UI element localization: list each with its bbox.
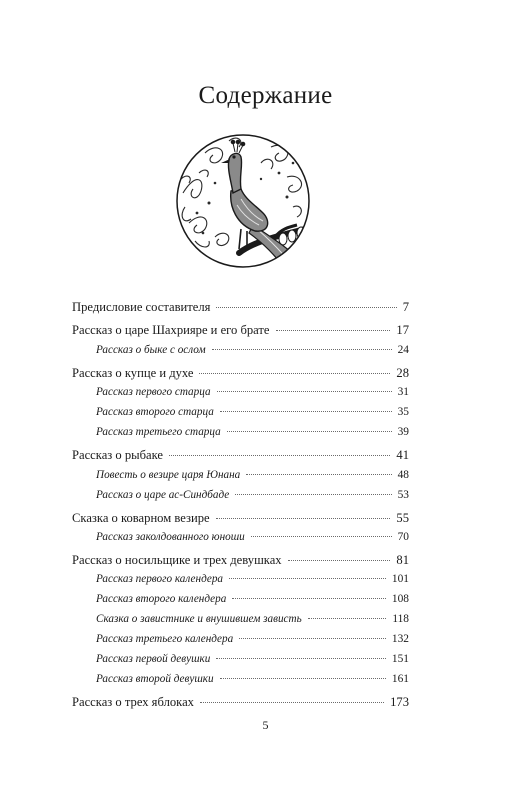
leader-dots	[235, 494, 391, 495]
toc-subentry[interactable]	[72, 531, 409, 543]
toc-subentry[interactable]	[72, 426, 409, 438]
leader-dots	[216, 518, 391, 519]
toc-subentry[interactable]	[72, 386, 409, 398]
toc-entry-title: Рассказ о рыбаке	[72, 448, 164, 462]
toc-entry-page: 70	[397, 531, 409, 543]
leader-dots	[246, 474, 391, 475]
toc-entry-title: Рассказ второй девушки	[96, 673, 214, 685]
leader-dots	[220, 678, 386, 679]
toc-subentry[interactable]	[72, 633, 409, 645]
leader-dots	[239, 638, 386, 639]
leader-dots	[169, 455, 390, 456]
toc-entry-title: Рассказ первого календера	[96, 573, 224, 585]
toc-subentry[interactable]	[72, 406, 409, 418]
toc-entry-title: Рассказ о быке с ослом	[96, 344, 206, 356]
toc-entry-page: 28	[396, 366, 409, 380]
toc-entry-title: Предисловие составителя	[72, 300, 211, 314]
toc-entry-title: Рассказ третьего старца	[96, 426, 221, 438]
toc-entry-title: Повесть о везире царя Юнана	[96, 469, 241, 481]
toc-entry-title: Рассказ о купце и духе	[72, 366, 194, 380]
peacock-emblem-icon	[175, 133, 311, 269]
toc-subentry[interactable]	[72, 613, 409, 625]
toc-entry-page: 161	[391, 673, 409, 685]
toc-entry-title: Рассказ третьего календера	[96, 633, 234, 645]
toc-entry-page: 48	[397, 469, 409, 481]
toc-entry-title: Рассказ первого старца	[96, 386, 211, 398]
toc-entry-page: 39	[397, 426, 409, 438]
toc-entry-title: Рассказ о носильщике и трех девушках	[72, 553, 282, 567]
toc-entry[interactable]	[72, 695, 409, 710]
toc-entry[interactable]	[72, 366, 409, 381]
toc-entry-page: 118	[392, 613, 409, 625]
toc-entry-title: Рассказ о царе ас-Синдбаде	[96, 489, 230, 501]
leader-dots	[229, 578, 386, 579]
page-title: Содержание	[198, 82, 333, 109]
leader-dots	[288, 560, 391, 561]
toc-entry[interactable]	[72, 300, 409, 315]
toc-subentry[interactable]	[72, 593, 409, 605]
leader-dots	[220, 411, 392, 412]
toc-entry[interactable]	[72, 553, 409, 568]
toc-entry-title: Рассказ о трех яблоках	[72, 695, 194, 709]
leader-dots	[199, 373, 390, 374]
toc-entry-title: Сказка о завистнике и внушившем зависть	[96, 613, 302, 625]
toc-entry-title: Рассказ заколдованного юноши	[96, 531, 245, 543]
toc-entry-page: 81	[396, 553, 409, 567]
toc-entry-title: Рассказ второго календера	[96, 593, 227, 605]
toc-entry-page: 41	[396, 448, 409, 462]
toc-entry-page: 31	[397, 386, 409, 398]
toc-subentry[interactable]	[72, 469, 409, 481]
toc-entry-page: 132	[391, 633, 409, 645]
page-number: 5	[262, 718, 269, 732]
toc-entry[interactable]	[72, 448, 409, 463]
toc-entry-title: Рассказ второго старца	[96, 406, 214, 418]
leader-dots	[251, 536, 392, 537]
toc-entry-title: Рассказ первой девушки	[96, 653, 211, 665]
toc-entry-page: 101	[391, 573, 409, 585]
toc-subentry[interactable]	[72, 489, 409, 501]
leader-dots	[232, 598, 386, 599]
toc-entry-page: 108	[391, 593, 409, 605]
leader-dots	[216, 307, 396, 308]
toc-entry-title: Сказка о коварном везире	[72, 511, 210, 525]
toc-entry-page: 17	[396, 323, 409, 337]
leader-dots	[216, 658, 386, 659]
toc-subentry[interactable]	[72, 344, 409, 356]
leader-dots	[200, 702, 384, 703]
toc-entry-page: 35	[397, 406, 409, 418]
toc-entry-page: 7	[402, 300, 409, 314]
leader-dots	[217, 391, 392, 392]
toc-entry-title: Рассказ о царе Шахрияре и его брате	[72, 323, 270, 337]
toc-subentry[interactable]	[72, 573, 409, 585]
toc-entry-page: 53	[397, 489, 409, 501]
toc-entry[interactable]	[72, 323, 409, 338]
toc-subentry[interactable]	[72, 673, 409, 685]
leader-dots	[212, 349, 392, 350]
toc-entry-page: 24	[397, 344, 409, 356]
toc-entry-page: 151	[391, 653, 409, 665]
toc-subentry[interactable]	[72, 653, 409, 665]
leader-dots	[227, 431, 392, 432]
leader-dots	[276, 330, 391, 331]
leader-dots	[308, 618, 387, 619]
toc-entry[interactable]	[72, 511, 409, 526]
toc-entry-page: 55	[396, 511, 409, 525]
toc-entry-page: 173	[390, 695, 409, 709]
